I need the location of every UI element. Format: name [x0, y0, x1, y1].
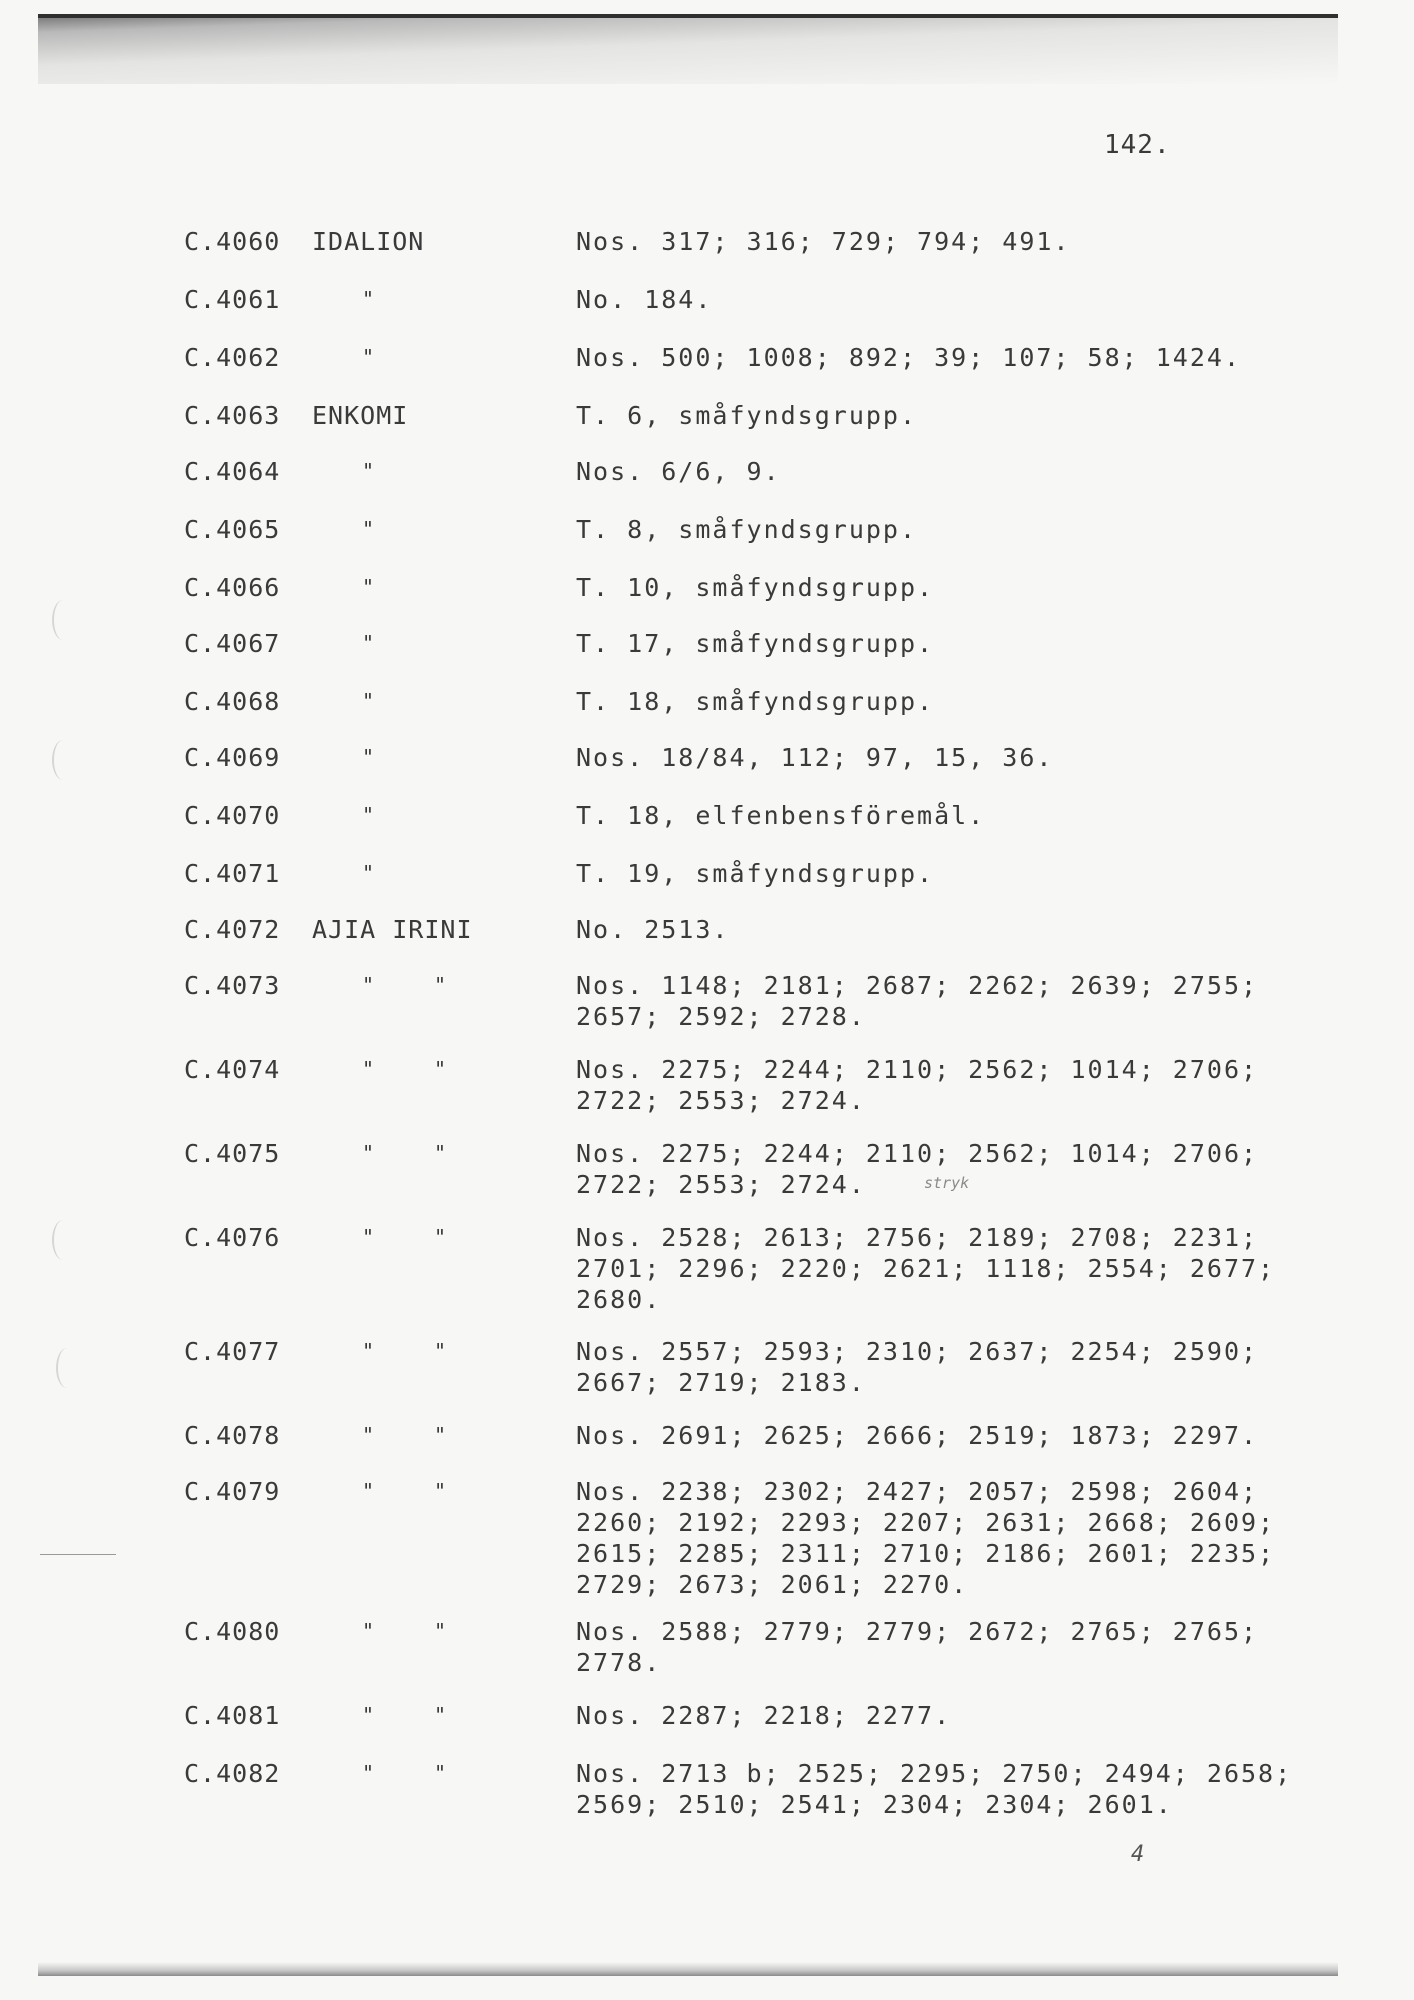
description-line: T. 10, småfyndsgrupp.: [576, 573, 935, 602]
scan-edge-bottom: [38, 1962, 1338, 1976]
entry-site: ": [362, 689, 376, 713]
entry-site: AJIA IRINI: [312, 915, 473, 944]
entry-code: C.4063: [184, 401, 281, 430]
entry-site: ": [362, 745, 376, 769]
description-line: T. 8, småfyndsgrupp.: [576, 515, 918, 544]
description-line: Nos. 2713 b; 2525; 2295; 2750; 2494; 2658;: [576, 1759, 1293, 1788]
entry-description: [576, 1420, 1306, 1451]
punch-hole-shadow: [52, 1220, 74, 1260]
entry-description: [576, 572, 1306, 603]
entry-code: C.4066: [184, 573, 281, 602]
description-line: Nos. 2238; 2302; 2427; 2057; 2598; 2604;: [576, 1477, 1259, 1506]
ditto-mark: ": [434, 1423, 447, 1447]
entry-code: C.4067: [184, 629, 281, 658]
entry-description: [576, 284, 1306, 315]
punch-hole-shadow: [52, 600, 74, 640]
entry-site: ": [362, 861, 376, 885]
ditto-mark: ": [434, 1761, 447, 1785]
description-line: T. 19, småfyndsgrupp.: [576, 859, 935, 888]
margin-note: stryk: [924, 1174, 970, 1192]
description-line: Nos. 2557; 2593; 2310; 2637; 2254; 2590;: [576, 1337, 1259, 1366]
handwritten-correction: 4: [1131, 1842, 1145, 1867]
entry-site: ENKOMI: [312, 401, 409, 430]
ditto-mark: ": [362, 1339, 375, 1363]
ditto-mark: ": [362, 973, 375, 997]
punch-hole-shadow: [52, 740, 74, 780]
entry-site: ": [362, 459, 376, 483]
description-line: T. 18, elfenbensföremål.: [576, 801, 986, 830]
description-line: Nos. 2588; 2779; 2779; 2672; 2765; 2765;: [576, 1617, 1259, 1646]
entry-description: [576, 1222, 1306, 1315]
entry-code: C.4081: [184, 1701, 281, 1730]
entry-code: C.4060: [184, 227, 281, 256]
description-line: T. 6, småfyndsgrupp.: [576, 401, 918, 430]
entry-code: C.4065: [184, 515, 281, 544]
description-line: Nos. 18/84, 112; 97, 15, 36.: [576, 743, 1054, 772]
ditto-mark: ": [362, 1225, 375, 1249]
description-line: 2667; 2719; 2183.: [576, 1368, 866, 1397]
description-line: Nos. 1148; 2181; 2687; 2262; 2639; 2755;: [576, 971, 1259, 1000]
description-line: 2701; 2296; 2220; 2621; 1118; 2554; 2677;: [576, 1254, 1276, 1283]
entry-description: [576, 400, 1306, 431]
ditto-mark: ": [362, 1703, 375, 1727]
entry-code: C.4077: [184, 1337, 281, 1366]
description-line: 2260; 2192; 2293; 2207; 2631; 2668; 2609;: [576, 1508, 1276, 1537]
ditto-mark: ": [434, 1057, 447, 1081]
entry-site: ": [362, 517, 376, 541]
description-line: Nos. 2691; 2625; 2666; 2519; 1873; 2297.: [576, 1421, 1259, 1450]
entry-code: C.4082: [184, 1759, 281, 1788]
description-line: Nos. 2275; 2244; 2110; 2562; 1014; 2706;: [576, 1139, 1259, 1168]
margin-pencil-mark: [40, 1554, 116, 1555]
ditto-mark: ": [362, 1141, 375, 1165]
ditto-mark: ": [434, 1479, 447, 1503]
description-line: 2778.: [576, 1648, 662, 1677]
entry-code: C.4076: [184, 1223, 281, 1252]
description-line: Nos. 500; 1008; 892; 39; 107; 58; 1424.: [576, 343, 1241, 372]
ditto-mark: ": [362, 1761, 375, 1785]
description-line: No. 184.: [576, 285, 713, 314]
description-line: T. 17, småfyndsgrupp.: [576, 629, 935, 658]
entry-description: [576, 1476, 1306, 1600]
description-line: No. 2513.: [576, 915, 730, 944]
entry-code: C.4073: [184, 971, 281, 1000]
entry-site: ": [362, 803, 376, 827]
ditto-mark: ": [362, 1057, 375, 1081]
entry-description: [576, 1700, 1306, 1731]
description-line: Nos. 2287; 2218; 2277.: [576, 1701, 952, 1730]
entry-code: C.4079: [184, 1477, 281, 1506]
entry-description: [576, 800, 1306, 831]
description-line: 2615; 2285; 2311; 2710; 2186; 2601; 2235;: [576, 1539, 1276, 1568]
entry-site: ": [362, 575, 376, 599]
description-line: 2569; 2510; 2541; 2304; 2304; 2601.: [576, 1790, 1173, 1819]
description-line: 2722; 2553; 2724.: [576, 1086, 866, 1115]
entry-description: [576, 226, 1306, 257]
entry-code: C.4061: [184, 285, 281, 314]
scan-edge-top: [38, 14, 1338, 84]
description-line: Nos. 6/6, 9.: [576, 457, 781, 486]
entry-description: [576, 456, 1306, 487]
entry-code: C.4064: [184, 457, 281, 486]
entry-code: C.4069: [184, 743, 281, 772]
description-line: 2680.: [576, 1285, 662, 1314]
entry-description: [576, 1758, 1306, 1820]
entry-code: C.4078: [184, 1421, 281, 1450]
entry-description: [576, 970, 1306, 1032]
description-line: Nos. 317; 316; 729; 794; 491.: [576, 227, 1071, 256]
scan-edge-top-line: [38, 14, 1338, 18]
entry-code: C.4072: [184, 915, 281, 944]
description-line: 2722; 2553; 2724.: [576, 1170, 866, 1199]
entry-code: C.4075: [184, 1139, 281, 1168]
ditto-mark: ": [362, 1423, 375, 1447]
ditto-mark: ": [434, 1141, 447, 1165]
entry-description: [576, 1054, 1306, 1116]
punch-hole-shadow: [56, 1348, 78, 1388]
page-number: 142.: [1104, 130, 1171, 160]
entry-site: ": [362, 345, 376, 369]
entry-code: C.4062: [184, 343, 281, 372]
description-line: Nos. 2275; 2244; 2110; 2562; 1014; 2706;: [576, 1055, 1259, 1084]
ditto-mark: ": [434, 1703, 447, 1727]
entry-description: [576, 514, 1306, 545]
entry-code: C.4074: [184, 1055, 281, 1084]
entry-code: C.4080: [184, 1617, 281, 1646]
entry-site: ": [362, 631, 376, 655]
entry-description: [576, 742, 1306, 773]
ditto-mark: ": [362, 1479, 375, 1503]
ditto-mark: ": [362, 1619, 375, 1643]
entry-description: [576, 914, 1306, 945]
description-line: 2657; 2592; 2728.: [576, 1002, 866, 1031]
entry-description: [576, 1616, 1306, 1678]
entry-code: C.4070: [184, 801, 281, 830]
description-line: 2729; 2673; 2061; 2270.: [576, 1570, 969, 1599]
ditto-mark: ": [434, 1225, 447, 1249]
entry-site: ": [362, 287, 376, 311]
entry-code: C.4071: [184, 859, 281, 888]
ditto-mark: ": [434, 973, 447, 997]
entry-code: C.4068: [184, 687, 281, 716]
entry-site: IDALION: [312, 227, 425, 256]
entry-description: [576, 686, 1306, 717]
entry-description: [576, 628, 1306, 659]
entry-description: [576, 342, 1306, 373]
entry-description: [576, 1336, 1306, 1398]
entry-description: [576, 858, 1306, 889]
ditto-mark: ": [434, 1619, 447, 1643]
description-line: Nos. 2528; 2613; 2756; 2189; 2708; 2231;: [576, 1223, 1259, 1252]
description-line: T. 18, småfyndsgrupp.: [576, 687, 935, 716]
ditto-mark: ": [434, 1339, 447, 1363]
